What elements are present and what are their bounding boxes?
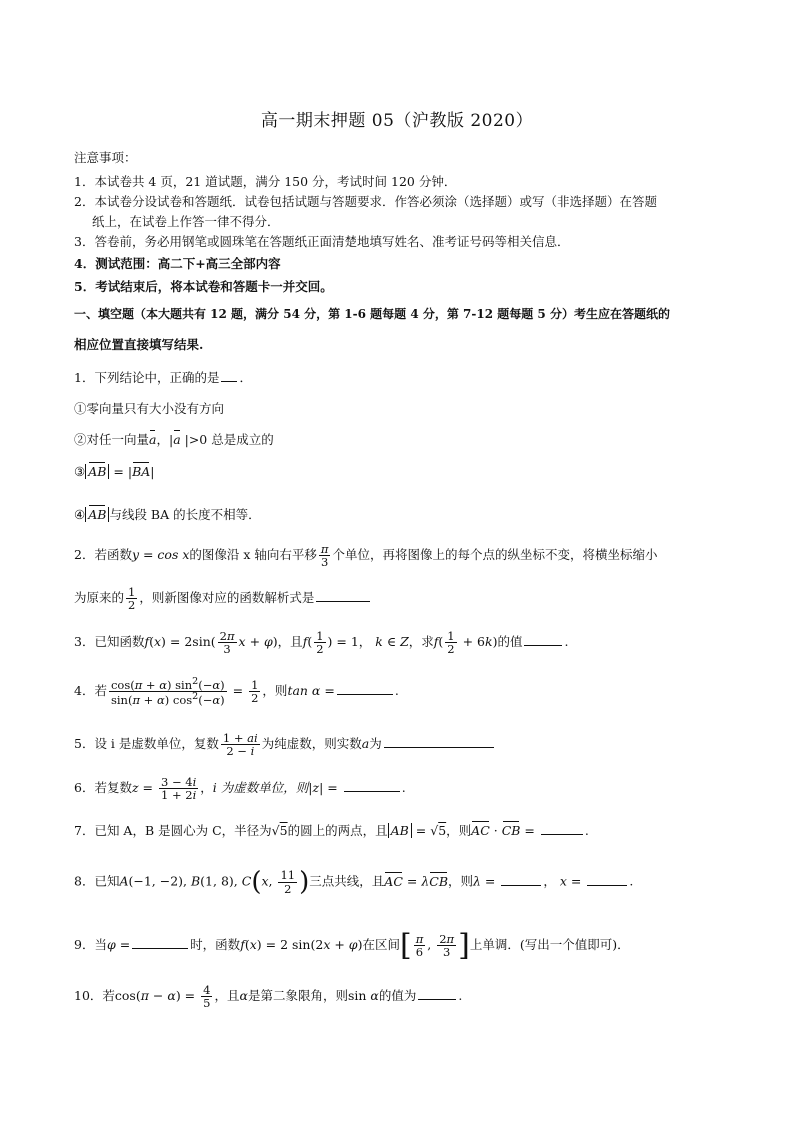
q1-option-4: ④ AB 与线段 BA 的长度不相等． <box>74 507 261 522</box>
answer-blank <box>418 987 456 1000</box>
notice-item-2: 2．本试卷分设试卷和答题纸．试卷包括试题与答题要求．作答必须涂（选择题）或写（非选择题）在答题 <box>74 194 657 209</box>
notice-item-3: 3．答卷前，务必用钢笔或圆珠笔在答题纸正面清楚地填写姓名、准考证号码等相关信息． <box>74 234 570 249</box>
answer-blank <box>541 822 583 835</box>
q1-option-3: ③ AB = |BA| <box>74 464 155 479</box>
notice-item-5: 5．考试结束后，将本试卷和答题卡一并交回。 <box>74 279 333 294</box>
page-title: 高一期末押题 05（沪教版 2020） <box>260 111 534 131</box>
answer-blank <box>316 589 370 602</box>
question-1: 1．下列结论中，正确的是 ． <box>74 370 252 385</box>
answer-blank <box>337 682 393 695</box>
notice-item-1: 1．本试卷共 4 页，21 道试题，满分 150 分，考试时间 120 分钟． <box>74 174 457 189</box>
question-3: 3．已知函数f(x) = 2sin( $\frac{2\pi}{3}$ x + φ)，且f( $\frac{1}{2}$ ) = 1， k ∈ Z，求f( $\frac{1}{2}$ + 6k)的值 . <box>74 629 569 657</box>
answer-blank <box>501 873 541 886</box>
notice-heading: 注意事项： <box>74 150 137 165</box>
question-6: 6．若复数z = $\frac{3 - 4i}{1 + 2i}$ ，i 为虚数单位，则|z| = . <box>74 775 406 803</box>
q1-stem: 1．下列结论中，正确的是 <box>74 370 220 385</box>
answer-blank <box>221 369 237 382</box>
notice-item-4: 4．测试范围：高二下+高三全部内容 <box>74 256 281 271</box>
question-2: 2．若函数y = cos x的图像沿 x 轴向右平移 $\frac{\pi}{3}$ 个单位，再将图像上的每个点的纵坐标不变，将横坐标缩小 <box>74 542 658 570</box>
notice-item-2-cont: 纸上，在试卷上作答一律不得分． <box>92 214 280 229</box>
answer-blank <box>524 633 562 646</box>
q1-option-2: ②对任一向量a，|a |>0 总是成立的 <box>74 432 274 447</box>
answer-blank <box>587 873 627 886</box>
section-heading: 一、填空题（本大题共有 12 题，满分 54 分，第 1-6 题每题 4 分，第 7-12 题每题 5 分）考生应在答题纸的 <box>74 307 670 321</box>
answer-blank <box>344 779 400 792</box>
answer-blank <box>384 735 494 748</box>
answer-blank <box>132 936 188 949</box>
q1-option-1: ①零向量只有大小没有方向 <box>74 401 225 416</box>
question-8: 8．已知A(−1, −2), B(1, 8), C(x, $\frac{11}{2}$ )三点共线，且AC = λCB，则λ = ， x = . <box>74 867 634 897</box>
question-5: 5．设 i 是虚数单位，复数 $\frac{1 + ai}{2 - i}$ 为纯虚数，则实数a为 <box>74 732 496 757</box>
question-2-cont: 为原来的 $\frac{1}{2}$ ，则新图像对应的函数解析式是 <box>74 586 372 611</box>
question-10: 10．若cos(π − α) = $\frac{4}{5}$ ，且α是第二象限角，则sin α的值为 . <box>74 983 463 1011</box>
question-4: 4．若 $\frac{\cos(\pi + \alpha) \sin^2(-\alpha)}{\sin(\pi + \alpha) \cos^2(-\alpha)}$ = $\frac{1}{2}$ ，则tan α = . <box>74 676 399 707</box>
question-7: 7．已知 A，B 是圆心为 C，半径为√5的圆上的两点，且 AB = √5，则AC · CB = . <box>74 823 589 838</box>
question-9: 9．当φ = 时，函数f(x) = 2 sin(2x + φ)在区间[ $\frac{\pi}{6}$ , $\frac{2\pi}{3}$ ]上单调．(写出一个值即可)． <box>74 928 630 963</box>
section-heading-cont: 相应位置直接填写结果. <box>74 337 204 352</box>
